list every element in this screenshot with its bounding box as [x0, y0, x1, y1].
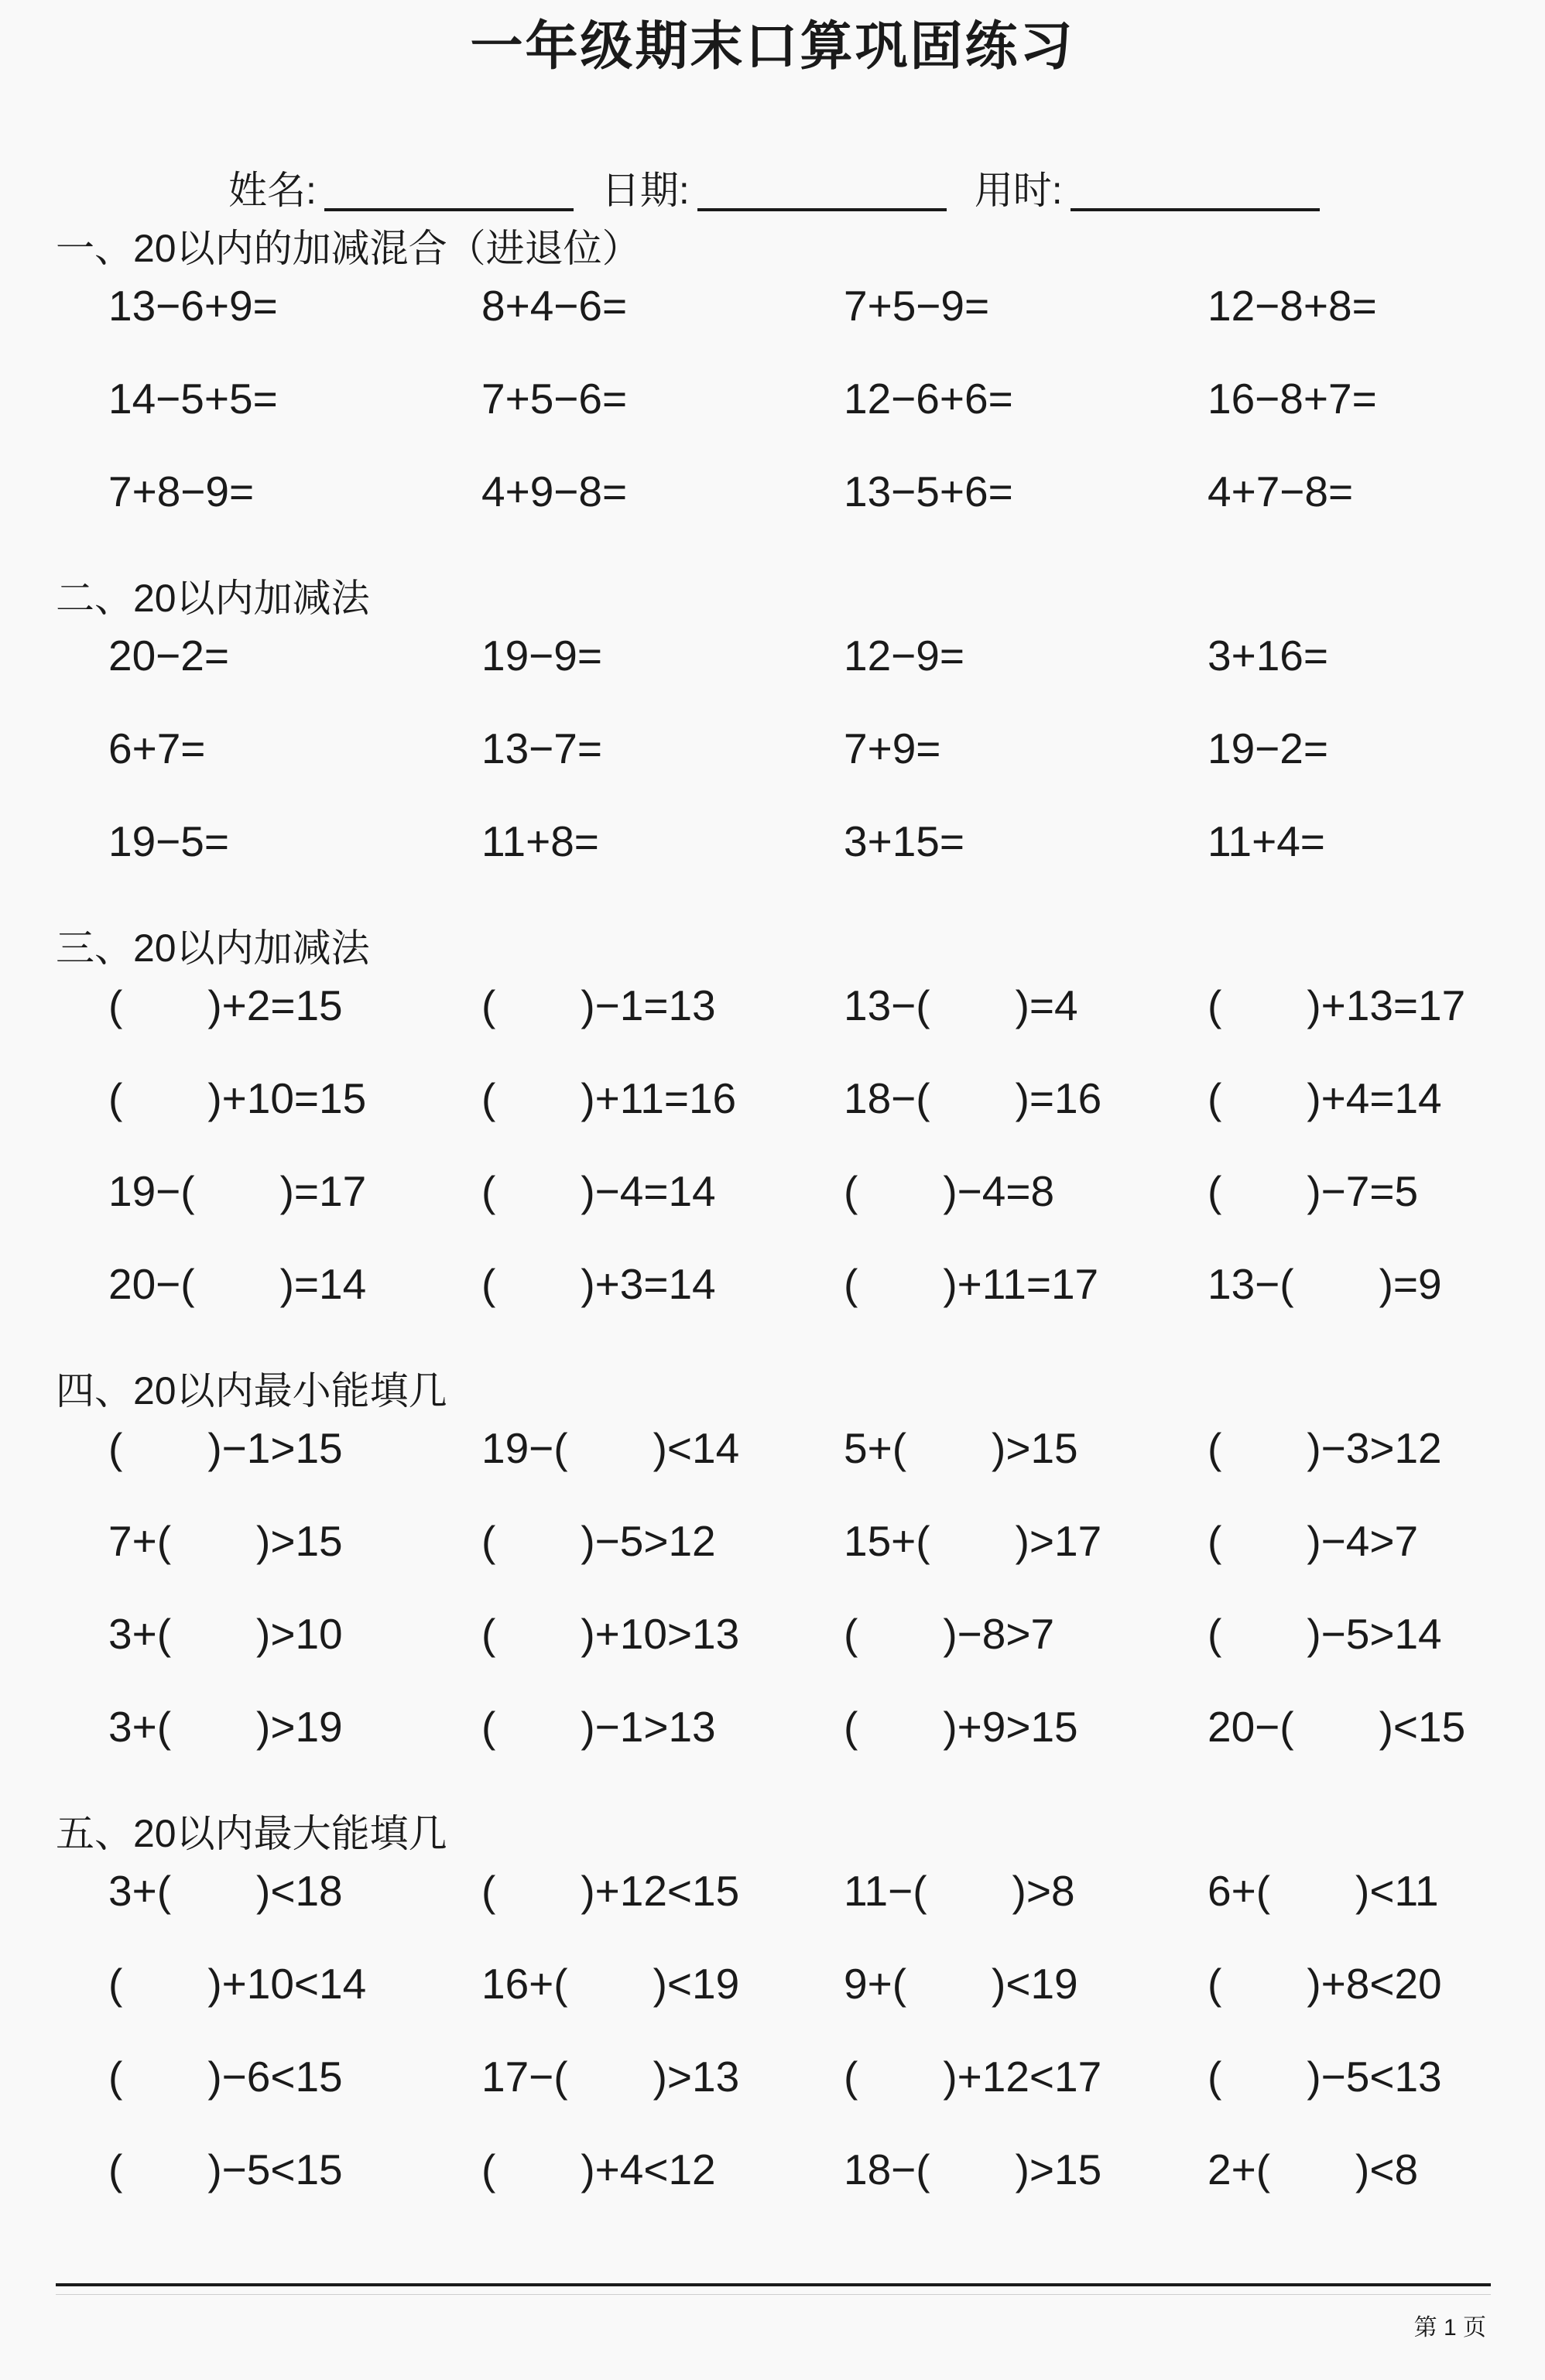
problem: 19−9= [481, 631, 603, 680]
problem: ( )−6<15 [108, 2052, 343, 2101]
section-2-title: 二、20以内加减法 [56, 576, 370, 620]
problem: 4+9−8= [481, 467, 628, 515]
problem: 3+( )>10 [108, 1609, 343, 1658]
problem: ( )−1>15 [108, 1423, 343, 1472]
problem: ( )+10<14 [108, 1959, 367, 2008]
problem: 16−8+7= [1208, 374, 1377, 423]
date-label: 日期: [601, 169, 690, 212]
problem: 7+( )>15 [108, 1516, 343, 1565]
time-field-group [975, 169, 1320, 214]
problem: ( )−5<13 [1208, 2052, 1442, 2101]
problem: ( )+10=15 [108, 1074, 367, 1122]
problem: ( )+11=16 [481, 1074, 737, 1122]
problem: 7+9= [844, 724, 941, 772]
section-4-problem-grid [108, 1423, 1545, 1799]
problem: 18−( )>15 [844, 2145, 1102, 2193]
problem: ( )−5>14 [1208, 1609, 1442, 1658]
problem: 13−5+6= [844, 467, 1013, 515]
section-5-largest-number [56, 1811, 1545, 2241]
problem: 11+8= [481, 817, 599, 865]
section-1-problem-grid [108, 281, 1545, 563]
problem: 20−( )<15 [1208, 1702, 1466, 1751]
section-2-problem-grid [108, 631, 1545, 913]
section-3-fill-blank-equations [56, 926, 1545, 1356]
problem: 3+15= [844, 817, 965, 865]
problem: 16+( )<19 [481, 1959, 740, 2008]
problem: 13−7= [481, 724, 603, 772]
name-blank-line [324, 174, 574, 211]
problem: 15+( )>17 [844, 1516, 1102, 1565]
problem: ( )−3>12 [1208, 1423, 1442, 1472]
date-field-group [601, 169, 947, 214]
time-label: 用时: [974, 169, 1063, 212]
problem: ( )+12<17 [844, 2052, 1102, 2101]
name-field-group [228, 169, 574, 214]
problem: ( )−4>7 [1208, 1516, 1419, 1565]
section-3-problem-grid [108, 981, 1545, 1356]
problem: 18−( )=16 [844, 1074, 1102, 1122]
problem: 6+7= [108, 724, 206, 772]
problem: 19−( )=17 [108, 1166, 367, 1215]
problem: 3+16= [1208, 631, 1329, 680]
problem: 12−8+8= [1208, 281, 1377, 330]
section-2-add-subtract [56, 576, 1545, 913]
problem: 3+( )>19 [108, 1702, 343, 1751]
problem: ( )+4<12 [481, 2145, 716, 2193]
time-blank-line [1071, 174, 1320, 211]
problem: 7+5−9= [844, 281, 990, 330]
problem: 19−2= [1208, 724, 1329, 772]
problem: ( )−1=13 [481, 981, 716, 1029]
form-header [228, 169, 1545, 214]
problem: 5+( )>15 [844, 1423, 1078, 1472]
problem: ( )−5<15 [108, 2145, 343, 2193]
problem: 11−( )>8 [844, 1866, 1075, 1915]
problem: 7+5−6= [481, 374, 628, 423]
problem: ( )−4=14 [481, 1166, 716, 1215]
footer-divider [56, 2283, 1491, 2286]
problem: 19−( )<14 [481, 1423, 740, 1472]
section-5-title: 五、20以内最大能填几 [56, 1811, 447, 1855]
problem: 14−5+5= [108, 374, 278, 423]
problem: 19−5= [108, 817, 230, 865]
problem: ( )+4=14 [1208, 1074, 1442, 1122]
footer-divider-shadow [56, 2294, 1491, 2295]
problem: 13−6+9= [108, 281, 278, 330]
problem: 13−( )=9 [1208, 1259, 1442, 1308]
problem: ( )+3=14 [481, 1259, 716, 1308]
problem: 8+4−6= [481, 281, 628, 330]
problem: ( )+9>15 [844, 1702, 1078, 1751]
problem: 13−( )=4 [844, 981, 1078, 1029]
page-number: 第 1 页 [1413, 2315, 1486, 2341]
problem: 20−( )=14 [108, 1259, 367, 1308]
problem: ( )+10>13 [481, 1609, 740, 1658]
section-4-smallest-number [56, 1368, 1545, 1799]
problem: 2+( )<8 [1208, 2145, 1419, 2193]
section-5-problem-grid [108, 1866, 1545, 2241]
section-1-title: 一、20以内的加减混合（进退位） [56, 226, 641, 270]
problem: ( )+13=17 [1208, 981, 1466, 1029]
section-4-title: 四、20以内最小能填几 [56, 1368, 447, 1413]
problem: ( )−5>12 [481, 1516, 716, 1565]
problem: 11+4= [1208, 817, 1325, 865]
problem: ( )+8<20 [1208, 1959, 1442, 2008]
problem: 12−6+6= [844, 374, 1013, 423]
problem: ( )+2=15 [108, 981, 343, 1029]
problem: ( )−7=5 [1208, 1166, 1419, 1215]
problem: 20−2= [108, 631, 230, 680]
name-label: 姓名: [228, 169, 317, 212]
problem: 17−( )>13 [481, 2052, 740, 2101]
problem: 4+7−8= [1208, 467, 1354, 515]
section-1-mixed-add-subtract [56, 226, 1545, 563]
problem: 3+( )<18 [108, 1866, 343, 1915]
problem: 7+8−9= [108, 467, 255, 515]
problem: 12−9= [844, 631, 965, 680]
problem: 6+( )<11 [1208, 1866, 1439, 1915]
date-blank-line [697, 174, 947, 211]
problem: ( )−4=8 [844, 1166, 1055, 1215]
problem: ( )−8>7 [844, 1609, 1055, 1658]
section-3-title: 三、20以内加减法 [56, 926, 370, 970]
page-title: 一年级期末口算巩固练习 [470, 17, 1075, 76]
problem: 9+( )<19 [844, 1959, 1078, 2008]
problem: ( )+12<15 [481, 1866, 740, 1915]
problem: ( )−1>13 [481, 1702, 716, 1751]
problem: ( )+11=17 [844, 1259, 1099, 1308]
